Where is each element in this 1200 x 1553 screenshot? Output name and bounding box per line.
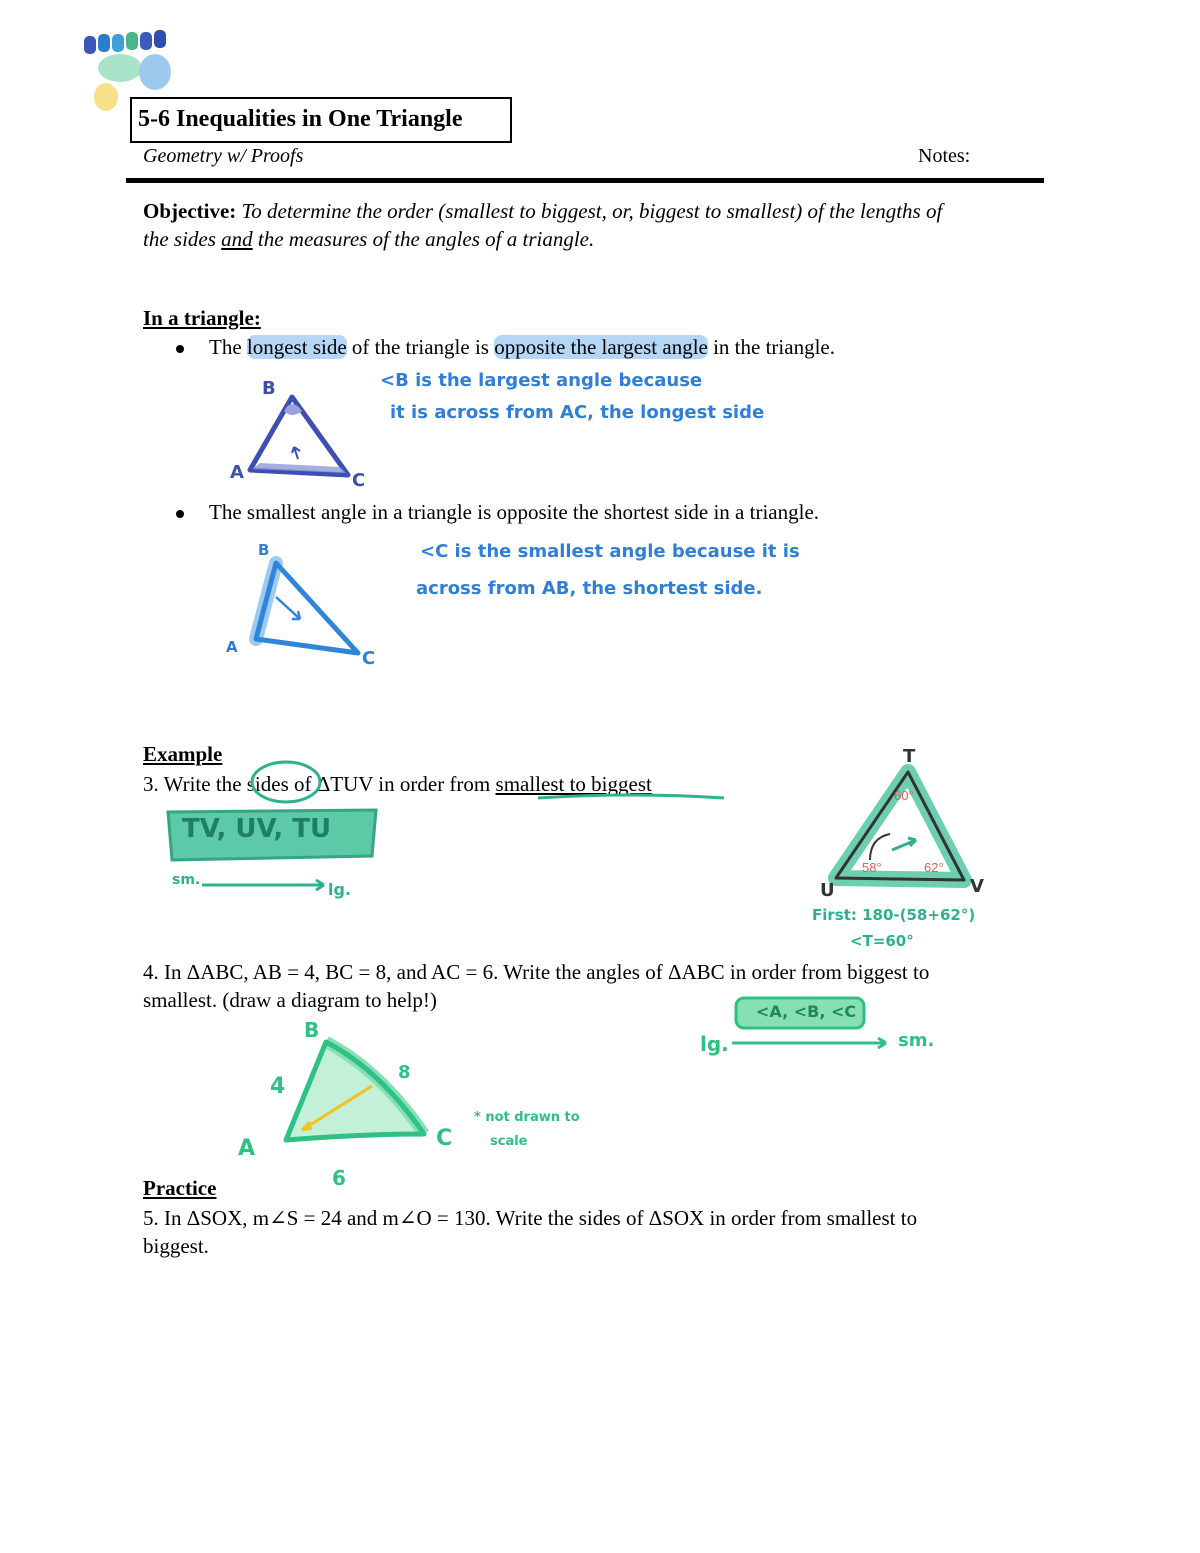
lg-label: lg. <box>328 880 352 899</box>
in-a-triangle-heading: In a triangle: <box>143 306 261 330</box>
sm-to-lg-arrow <box>200 878 330 892</box>
side-ab-label: 4 <box>270 1074 286 1099</box>
angle-t-label: 60° <box>894 788 914 803</box>
diagram2-label-b: B <box>258 541 270 559</box>
handwritten-note-2-line1: <C is the smallest angle because it is <box>420 541 800 562</box>
notes-label: Notes: <box>918 145 971 167</box>
diagram1-label-c: C <box>352 470 366 491</box>
underline-annotation <box>536 790 726 804</box>
bullet2-text: The smallest angle in a triangle is opposite the shortest side in a triangle. <box>209 500 820 524</box>
q4-line2: smallest. (draw a diagram to help!) <box>143 988 437 1012</box>
handwritten-note-1-line2: it is across from AC, the longest side <box>390 402 765 423</box>
question-4 <box>143 958 1073 1014</box>
objective-text-line2a: the sides <box>143 227 222 251</box>
tuv-note-line2: <T=60° <box>850 932 914 950</box>
highlight-opposite-largest-angle: opposite the largest angle <box>494 335 708 359</box>
bullet-longest-side <box>176 335 835 360</box>
tuv-label-u: U <box>820 880 835 901</box>
triangle-tuv-diagram <box>820 760 980 890</box>
triangle-abc-diagram <box>270 1030 453 1151</box>
sides-circle-annotation <box>248 758 328 806</box>
diagram1-label-a: A <box>230 462 244 483</box>
q5-line2: biggest. <box>143 1234 209 1258</box>
angle-v-label: 62° <box>924 860 944 875</box>
q4-line1: 4. In ΔABC, AB = 4, BC = 8, and AC = 6. Write the angles of ΔABC in order from biggest to <box>143 960 930 984</box>
highlight-longest-side: longest side <box>246 335 347 359</box>
answer3-text: TV, UV, TU <box>182 814 332 844</box>
practice-heading: Practice <box>143 1176 217 1200</box>
side-ac-label: 6 <box>332 1166 346 1190</box>
course-subtitle: Geometry w/ Proofs <box>143 145 304 167</box>
diagram2-label-a: A <box>226 638 238 656</box>
objective-and: and <box>221 227 253 251</box>
header-divider <box>126 178 1044 183</box>
bullet1-post: in the triangle. <box>707 335 835 359</box>
objective <box>143 197 1073 253</box>
bullet-smallest-angle <box>176 500 819 525</box>
handwritten-note-1-line1: <B is the largest angle because <box>380 370 703 391</box>
q3-text-sides: e sides <box>232 772 295 796</box>
angle-u-label: 58° <box>862 860 882 875</box>
scale-note-line1: * not drawn to <box>474 1110 580 1125</box>
tuv-label-t: T <box>903 746 916 767</box>
q3-number: 3. <box>143 772 159 796</box>
diagram2-label-c: C <box>362 648 376 669</box>
bullet1-mid: of the triangle is <box>346 335 495 359</box>
q3-text-a: Write th <box>163 772 233 796</box>
objective-label: Objective: <box>143 199 237 223</box>
q3-text-c: of ΔTUV in order from <box>294 772 496 796</box>
handwritten-note-2-line2: across from AB, the shortest side. <box>416 578 763 599</box>
objective-text-line2b: the measures of the angles of a triangle. <box>252 227 595 251</box>
abc-label-a: A <box>238 1136 256 1161</box>
abc-label-c: C <box>436 1126 453 1151</box>
q5-line1: 5. In ΔSOX, m∠S = 24 and m∠O = 130. Write the sides of ΔSOX in order from smallest to <box>143 1206 918 1230</box>
objective-text-line1: To determine the order (smallest to biggest, or, biggest to smallest) of the lengths of <box>241 199 943 223</box>
q3-text-smallest-to-biggest: smallest to biggest <box>495 772 652 796</box>
page-title: 5-6 Inequalities in One Triangle <box>130 97 512 143</box>
tuv-note-line1: First: 180-(58+62°) <box>812 906 976 924</box>
example-heading: Example <box>143 742 223 766</box>
tuv-label-v: V <box>970 876 984 897</box>
answer4-text: <A, <B, <C <box>756 1002 857 1021</box>
lg4-label: lg. <box>700 1032 729 1056</box>
scale-note-line2: scale <box>490 1134 528 1149</box>
bullet-icon <box>176 345 184 353</box>
lg-to-sm-arrow <box>730 1036 894 1050</box>
bullet1-pre: The <box>209 335 247 359</box>
diagram1-label-b: B <box>262 378 276 399</box>
sm4-label: sm. <box>898 1030 935 1051</box>
triangle-diagram-2 <box>230 545 380 665</box>
abc-label-b: B <box>304 1018 320 1042</box>
question-5 <box>143 1204 1073 1260</box>
bullet-icon <box>176 510 184 518</box>
side-bc-label: 8 <box>398 1062 411 1083</box>
sm-label: sm. <box>172 872 201 888</box>
